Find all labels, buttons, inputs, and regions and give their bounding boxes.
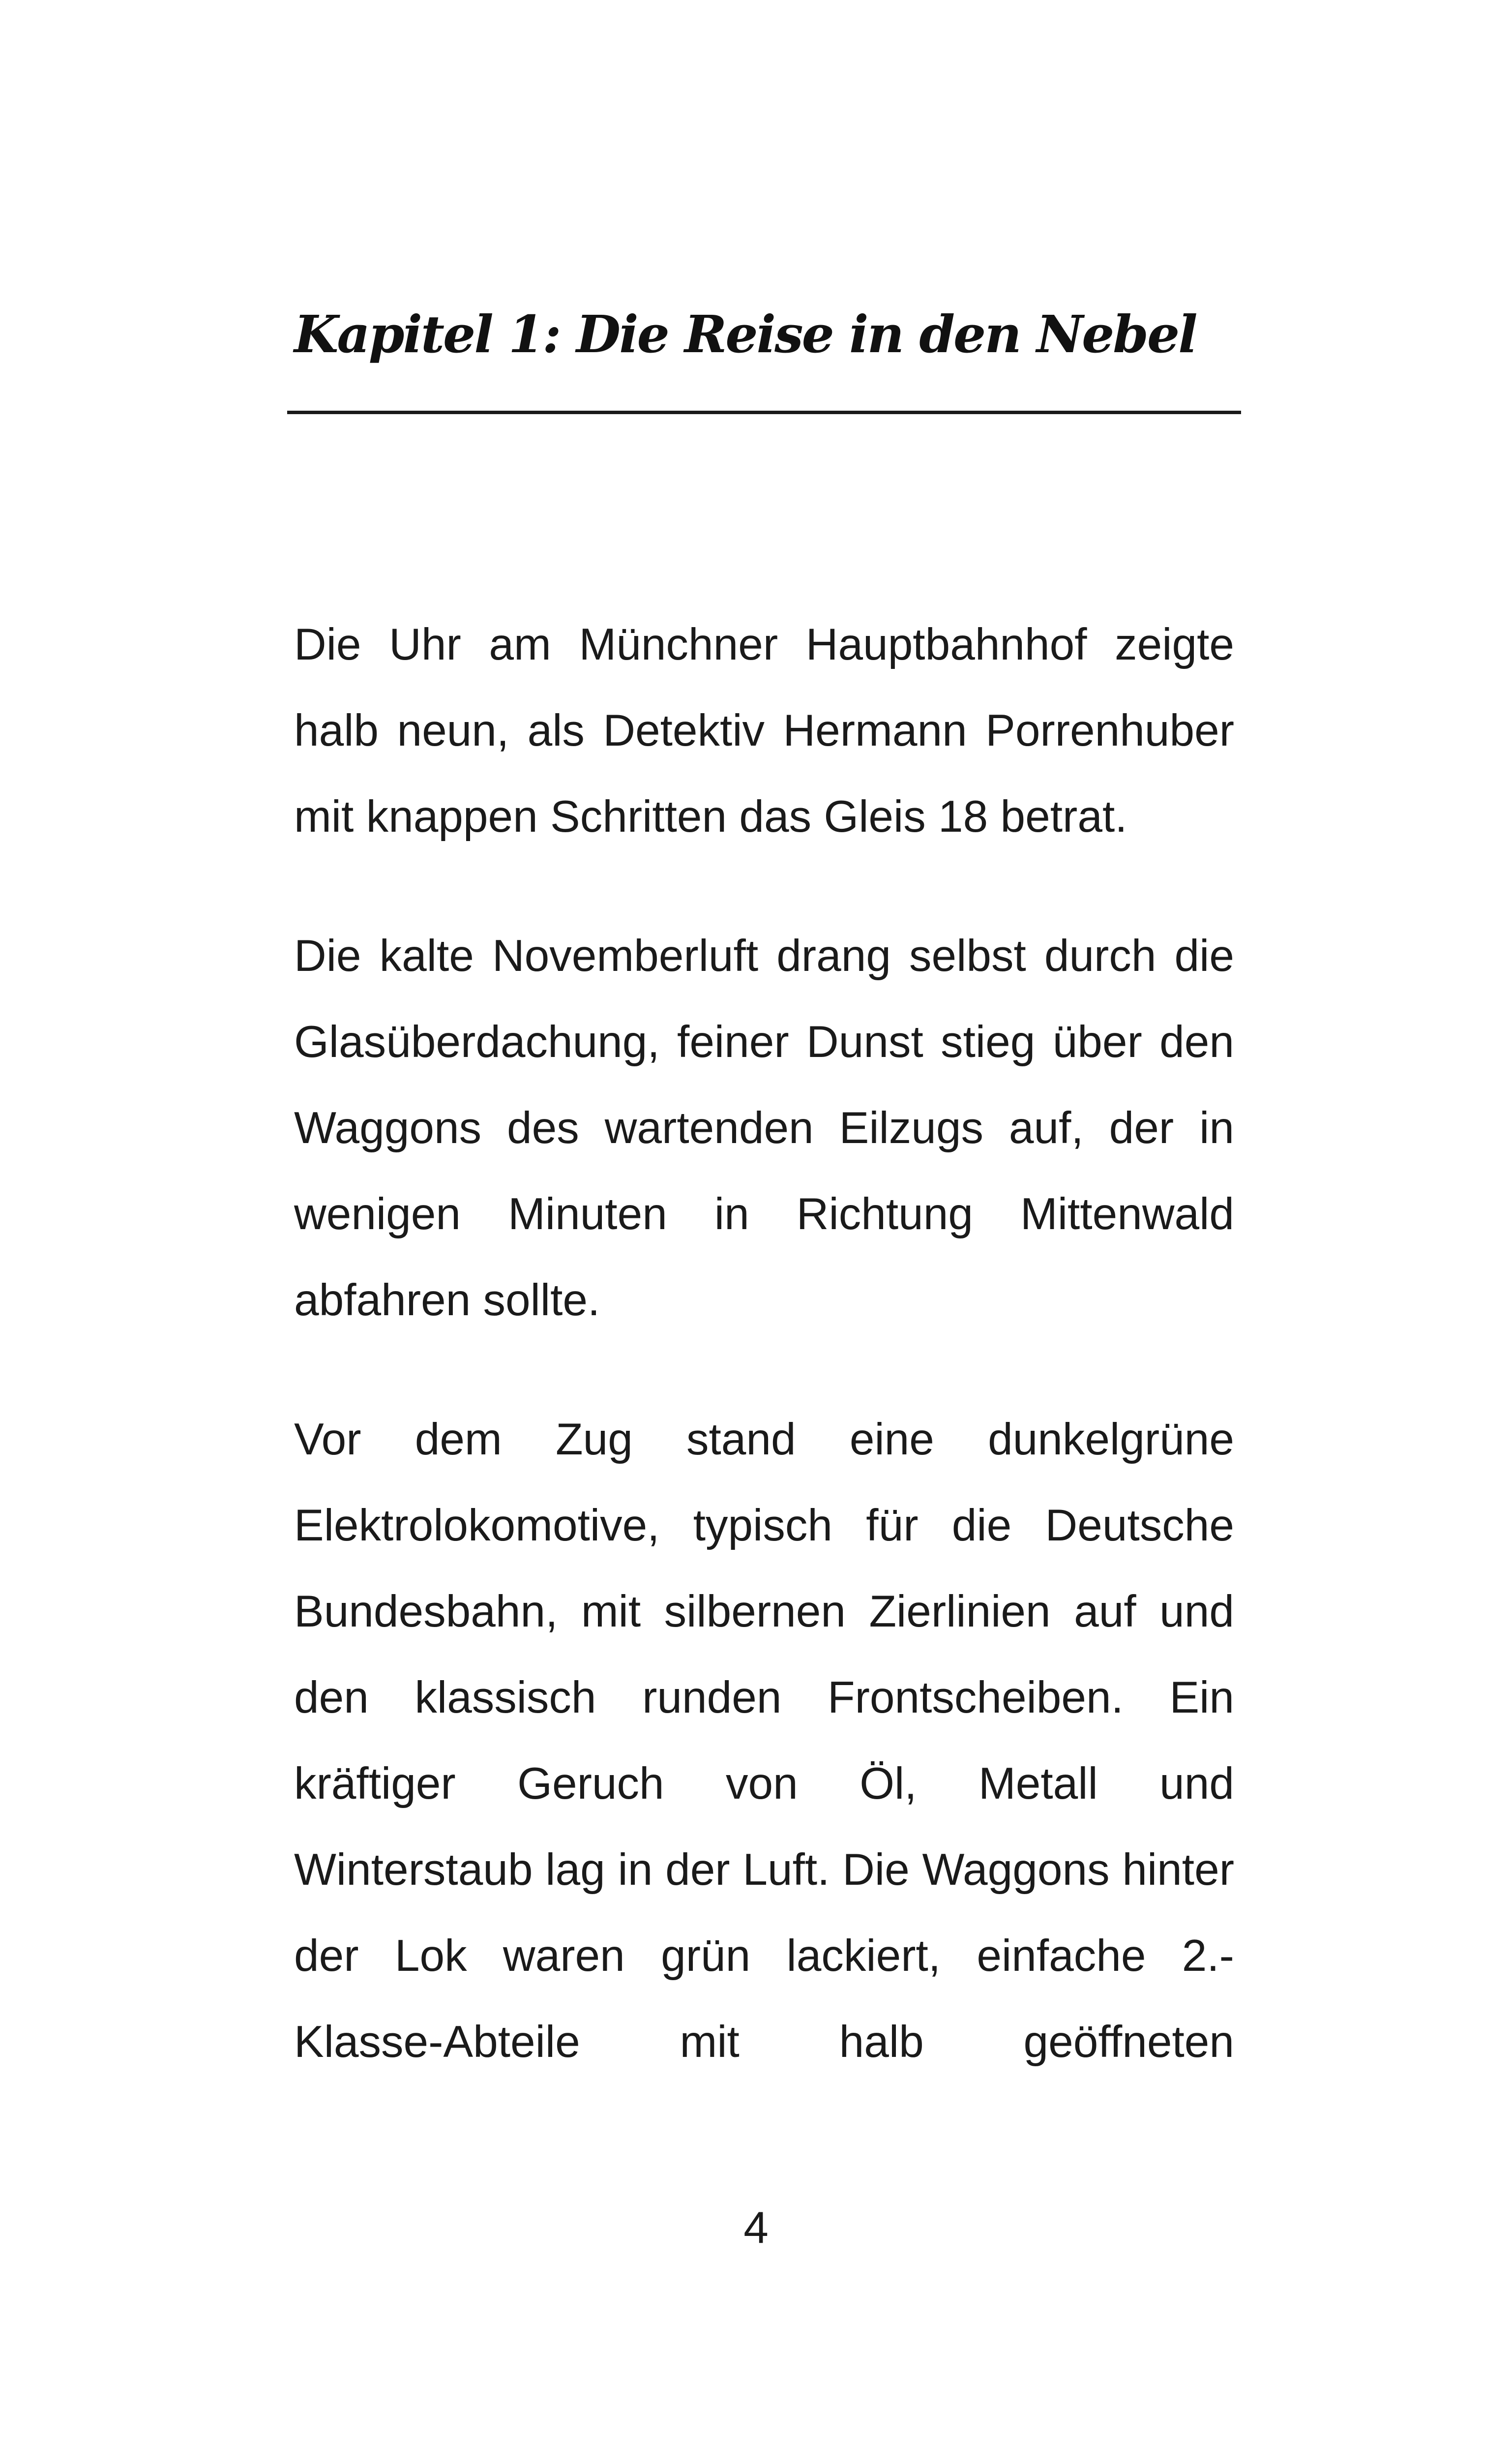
- paragraph: Die kalte Novemberluft drang selbst durch die Glasüberdachung, feiner Dunst stieg über den Waggons des wartenden Eilzugs auf, der in wenigen Minuten in Richtung Mittenwald abfahren sollte.: [294, 931, 1234, 1325]
- title-underline-divider: [287, 411, 1241, 414]
- chapter-title: Kapitel 1: Die Reise in den Nebel: [294, 304, 1196, 364]
- page-number: 4: [743, 2203, 769, 2253]
- chapter-body: [294, 602, 1234, 2085]
- paragraph: Vor dem Zug stand eine dunkelgrüne Elektrolokomotive, typisch für die Deutsche Bundesbahn, mit silbernen Zierlinien auf und den klassisch runden Frontscheiben. Ein kräftiger Geruch von Öl, Metall und Winterstaub lag in der Luft. Die Waggons hinter der Lok waren grün lackiert, einfache 2.-Klasse-Abteile mit halb geöffneten: [294, 1415, 1234, 2067]
- paragraph: Die Uhr am Münchner Hauptbahnhof zeigte halb neun, als Detektiv Hermann Porrenhuber mit knappen Schritten das Gleis 18 betrat.: [294, 620, 1234, 842]
